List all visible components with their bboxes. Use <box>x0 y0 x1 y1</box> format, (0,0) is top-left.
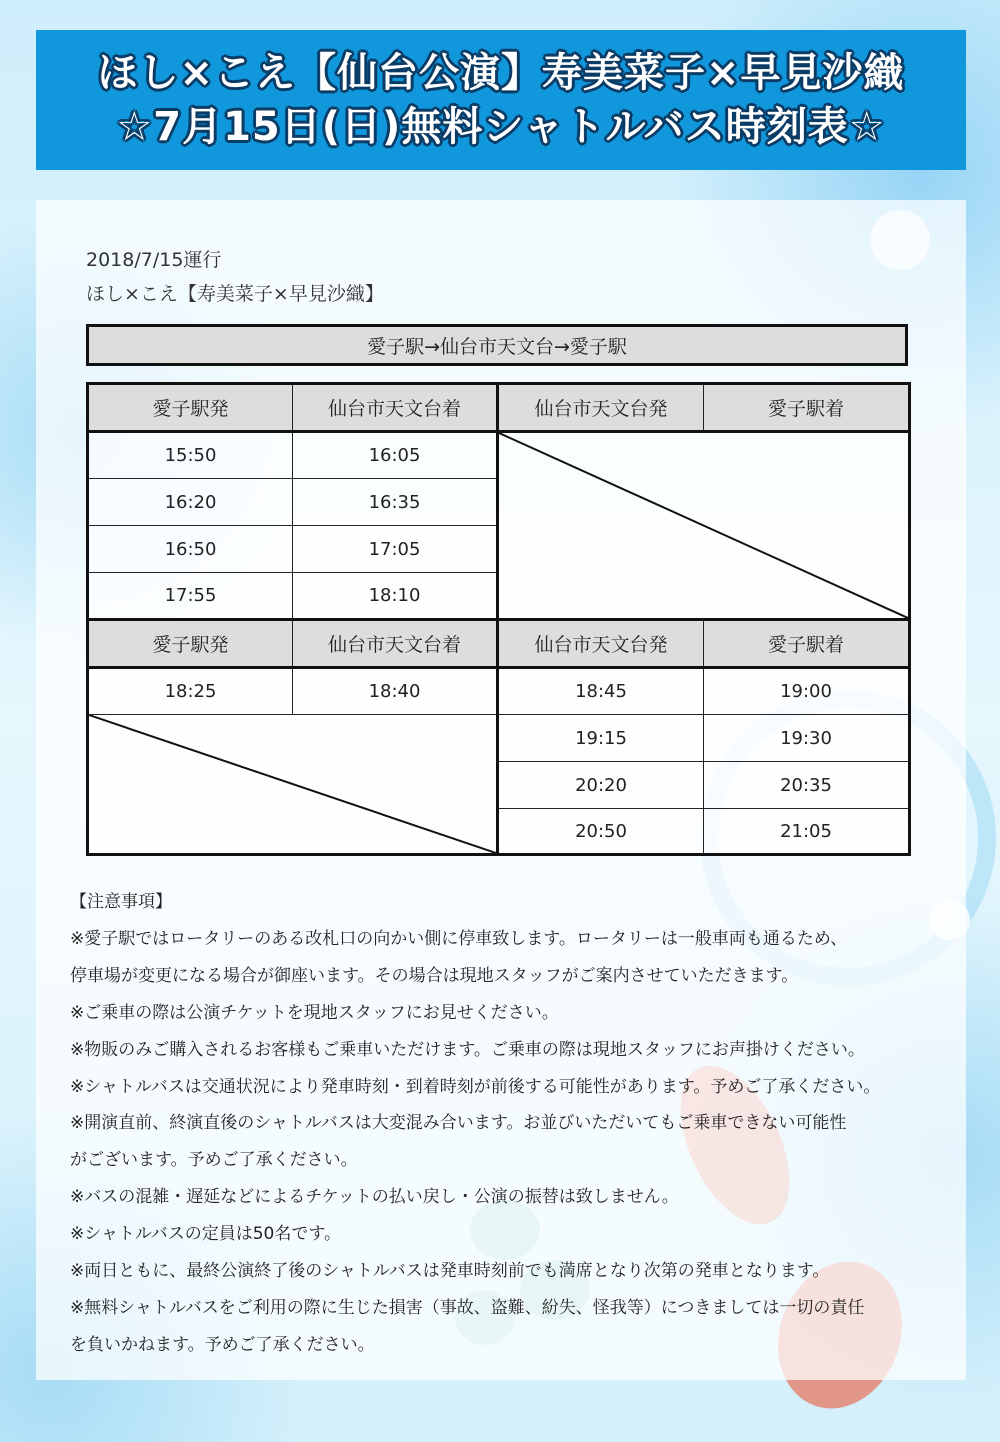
note-line: ※シャトルバスの定員は50名です。 <box>70 1224 341 1245</box>
note-line: ※愛子駅ではロータリーのある改札口の向かい側に停車致します。ロータリーは一般車両も通るため、 <box>70 928 848 949</box>
table-row <box>88 432 910 479</box>
col-header-aiko-arrive: 愛子駅着 <box>704 384 910 432</box>
note-line: ※開演直前、終演直後のシャトルバスは大変混み合います。お並びいただいてもご乗車できない可能性 <box>70 1113 847 1134</box>
note-line: ※ご乗車の際は公演チケットを現地スタッフにお見せください。 <box>70 1002 559 1023</box>
col-header-observatory-arrive: 仙台市天文台着 <box>293 384 498 432</box>
note-line: ※シャトルバスは交通状況により発車時刻・到着時刻が前後する可能性があります。予めご了承ください。 <box>70 1076 881 1097</box>
diagonal-slash <box>89 715 496 853</box>
event-name: ほし×こえ【寿美菜子×早見沙織】 <box>86 283 384 305</box>
title-banner <box>36 30 966 170</box>
time-cell: 18:40 <box>293 668 498 715</box>
col-header-aiko-depart: 愛子駅発 <box>88 620 293 668</box>
time-cell: 18:45 <box>498 668 704 715</box>
col-header-aiko-depart: 愛子駅発 <box>88 384 293 432</box>
note-line: 停車場が変更になる場合が御座います。その場合は現地スタッフがご案内させていただきます。 <box>70 965 799 986</box>
time-cell: 19:00 <box>704 668 910 715</box>
table-row <box>88 668 910 715</box>
time-cell: 16:05 <box>293 432 498 479</box>
time-cell: 16:50 <box>88 526 293 573</box>
time-cell: 17:55 <box>88 573 293 620</box>
time-cell: 20:50 <box>498 809 704 855</box>
no-service-cell <box>498 432 910 620</box>
notes-section <box>70 884 960 1364</box>
col-header-observatory-depart: 仙台市天文台発 <box>498 620 704 668</box>
meta-info <box>86 243 384 311</box>
col-header-observatory-depart: 仙台市天文台発 <box>498 384 704 432</box>
table-header-row <box>88 620 910 668</box>
time-cell: 20:20 <box>498 762 704 809</box>
note-line: ※無料シャトルバスをご利用の際に生じた損害（事故、盗難、紛失、怪我等）につきましては一切の責任 <box>70 1297 865 1318</box>
notes-title: 【注意事項】 <box>70 892 172 912</box>
note-line: ※バスの混雑・遅延などによるチケットの払い戻し・公演の振替は致しません。 <box>70 1187 679 1208</box>
col-header-observatory-arrive: 仙台市天文台着 <box>293 620 498 668</box>
timetable <box>86 382 911 856</box>
time-cell: 19:15 <box>498 715 704 762</box>
time-cell: 21:05 <box>704 809 910 855</box>
title-line-1: ほし×こえ【仙台公演】寿美菜子×早見沙織 <box>97 50 905 96</box>
diagonal-slash <box>499 433 908 618</box>
note-line: ※両日ともに、最終公演終了後のシャトルバスは発車時刻前でも満席となり次第の発車となります。 <box>70 1261 830 1282</box>
col-header-aiko-arrive: 愛子駅着 <box>704 620 910 668</box>
time-cell: 19:30 <box>704 715 910 762</box>
time-cell: 18:10 <box>293 573 498 620</box>
operation-date: 2018/7/15運行 <box>86 249 222 271</box>
time-cell: 17:05 <box>293 526 498 573</box>
time-cell: 16:35 <box>293 479 498 526</box>
note-line: がございます。予めご了承ください。 <box>70 1150 358 1171</box>
note-line: ※物販のみご購入されるお客様もご乗車いただけます。ご乗車の際は現地スタッフにお声掛けください。 <box>70 1039 865 1060</box>
title-line-2: ☆7月15日(日)無料シャトルバス時刻表☆ <box>116 104 886 150</box>
table-row <box>88 715 910 762</box>
time-cell: 18:25 <box>88 668 293 715</box>
route-label: 愛子駅→仙台市天文台→愛子駅 <box>86 324 908 366</box>
no-service-cell <box>88 715 498 855</box>
time-cell: 20:35 <box>704 762 910 809</box>
note-line: を負いかねます。予めご了承ください。 <box>70 1334 375 1355</box>
time-cell: 15:50 <box>88 432 293 479</box>
time-cell: 16:20 <box>88 479 293 526</box>
table-header-row <box>88 384 910 432</box>
